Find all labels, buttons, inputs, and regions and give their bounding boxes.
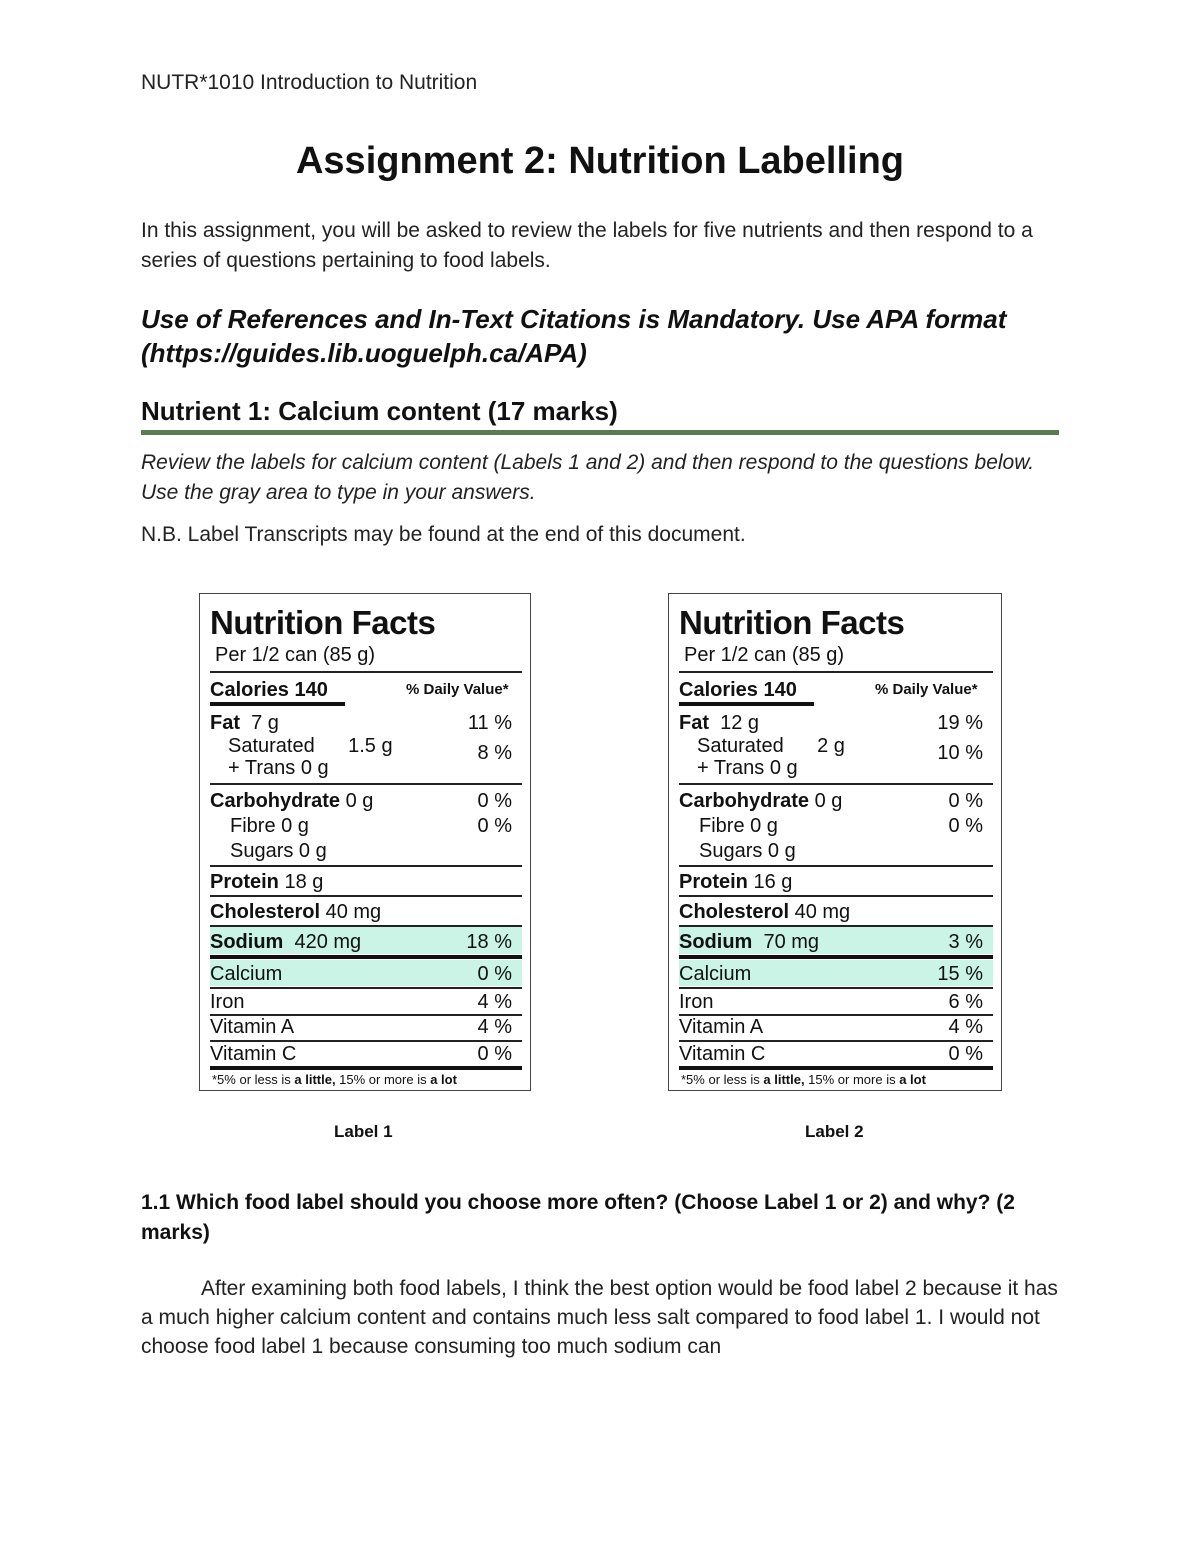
trans-row: + Trans 0 g <box>228 757 329 779</box>
calcium-row: Calcium 0 % <box>210 963 512 985</box>
vitamin-a-row: Vitamin A 4 % <box>210 1016 512 1038</box>
course-header: NUTR*1010 Introduction to Nutrition <box>141 71 478 94</box>
transcript-note: N.B. Label Transcripts may be found at the end of this document. <box>141 523 746 546</box>
vitamin-a-row: Vitamin A 4 % <box>679 1016 983 1038</box>
section-heading: Nutrient 1: Calcium content (17 marks) <box>141 396 618 426</box>
nutrition-label-2 <box>668 593 1002 1091</box>
saturated-pct: 10 % <box>937 742 983 764</box>
fibre-pct: 0 % <box>477 815 512 837</box>
saturated-row: Saturated 2 g <box>697 735 845 757</box>
section-divider <box>141 430 1059 435</box>
intro-paragraph: In this assignment, you will be asked to review the labels for five nutrients and then respond to a series of questions pertaining to food labels. <box>141 219 1033 272</box>
fibre-row: Fibre 0 g <box>699 815 778 837</box>
label-1-caption: Label 1 <box>334 1122 393 1141</box>
protein-row: Protein 16 g <box>679 871 793 893</box>
saturated-row: Saturated 1.5 g <box>228 735 393 757</box>
sugars-row: Sugars 0 g <box>230 840 327 862</box>
calories: Calories 140 <box>210 679 328 701</box>
label-2-caption: Label 2 <box>805 1122 864 1141</box>
fat-row: Fat 12 g 19 % <box>679 712 983 734</box>
fat-row: Fat 7 g 11 % <box>210 712 512 734</box>
label-heading: Nutrition Facts <box>210 604 436 641</box>
saturated-pct: 8 % <box>477 742 512 764</box>
citation-requirement: Use of References and In-Text Citations is Mandatory. Use APA format (https://guides.lib.uoguelph.ca/APA) <box>141 304 1007 368</box>
nutrition-label-1 <box>199 593 531 1091</box>
serving-size: Per 1/2 can (85 g) <box>684 644 845 666</box>
vitamin-c-row: Vitamin C 0 % <box>210 1043 512 1065</box>
fibre-row: Fibre 0 g <box>230 815 309 837</box>
trans-row: + Trans 0 g <box>697 757 798 779</box>
daily-value-footnote: *5% or less is a little, 15% or more is a lot <box>212 1072 457 1087</box>
calcium-row: Calcium 15 % <box>679 963 983 985</box>
cholesterol-row: Cholesterol 40 mg <box>679 901 851 923</box>
cholesterol-row: Cholesterol 40 mg <box>210 901 382 923</box>
daily-value-footnote: *5% or less is a little, 15% or more is a lot <box>681 1072 926 1087</box>
daily-value-header: % Daily Value* <box>406 681 509 698</box>
serving-size: Per 1/2 can (85 g) <box>215 644 376 666</box>
sodium-row: Sodium 420 mg 18 % <box>210 931 512 953</box>
iron-row: Iron 4 % <box>210 991 512 1013</box>
iron-row: Iron 6 % <box>679 991 983 1013</box>
section-instructions: Review the labels for calcium content (Labels 1 and 2) and then respond to the questions below. Use the gray area to type in your answers. <box>141 451 1035 504</box>
page-title: Assignment 2: Nutrition Labelling <box>295 140 905 182</box>
vitamin-c-row: Vitamin C 0 % <box>679 1043 983 1065</box>
question-1-1: 1.1 Which food label should you choose more often? (Choose Label 1 or 2) and why? (2 marks) <box>141 1191 1015 1244</box>
sodium-row: Sodium 70 mg 3 % <box>679 931 983 953</box>
label-heading: Nutrition Facts <box>679 604 905 641</box>
answer-1-1[interactable]: After examining both food labels, I think the best option would be food label 2 because it has a much higher calcium content and contains much less salt compared to food label 1. I would not choose food label 1 because consuming too much sodium can <box>141 1277 1058 1358</box>
daily-value-header: % Daily Value* <box>875 681 978 698</box>
carbohydrate-row: Carbohydrate 0 g 0 % <box>679 790 983 812</box>
sugars-row: Sugars 0 g <box>699 840 796 862</box>
fibre-pct: 0 % <box>948 815 983 837</box>
carbohydrate-row: Carbohydrate 0 g 0 % <box>210 790 512 812</box>
calories: Calories 140 <box>679 679 797 701</box>
protein-row: Protein 18 g <box>210 871 324 893</box>
